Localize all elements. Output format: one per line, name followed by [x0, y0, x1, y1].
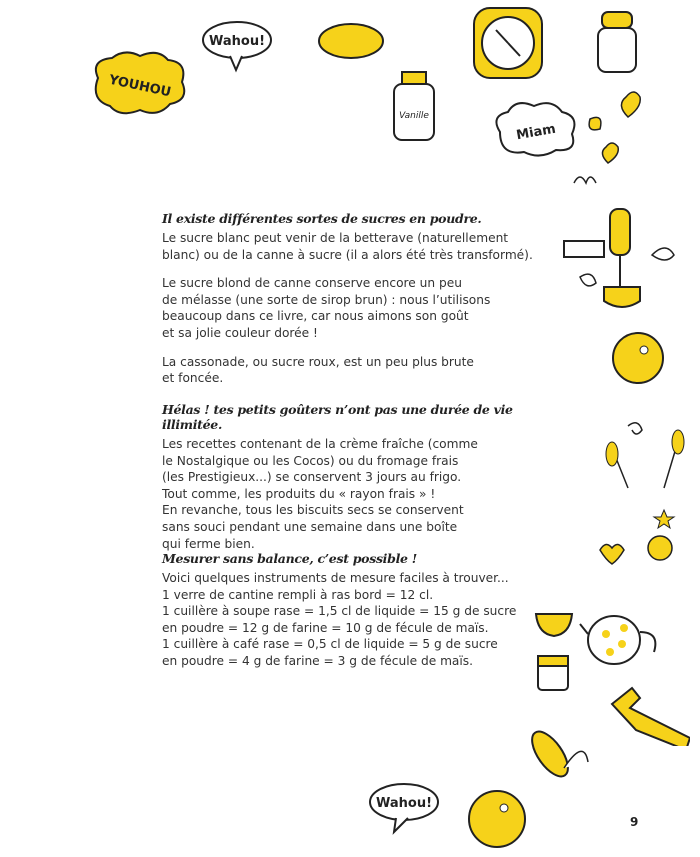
page-number: 9: [630, 815, 639, 829]
svg-text:Wahou!: Wahou!: [375, 796, 433, 811]
heart-star-lemon-icon: [596, 508, 680, 568]
wheat-icon: [598, 418, 688, 494]
cookie-cutter-icon: [608, 684, 690, 746]
salt-shaker-icon: [594, 10, 640, 76]
miam-cloud-icon: [490, 98, 580, 160]
section-measuring: [162, 551, 542, 682]
wahou-speech-bubble-icon: [200, 18, 276, 73]
wahou-bottom-speech-bubble-icon: [366, 780, 442, 836]
svg-text:Miam: Miam: [515, 121, 557, 144]
paragraph: Le sucre blond de canne conserve encore un peu de mélasse (une sorte de sirop brun) : nous l’utilisons beaucoup dans ce livre, car nous aimons son goût et sa jolie couleur dorée !: [162, 276, 491, 340]
youhou-burst-icon: [90, 48, 190, 118]
paragraph: La cassonade, ou sucre roux, est un peu plus brute et foncée.: [162, 354, 474, 386]
section-heading: Mesurer sans balance, c’est possible !: [162, 551, 417, 566]
corn-icon: [520, 724, 590, 788]
paragraph: Le sucre blanc peut venir de la betterave (naturellement blanc) ou de la canne à sucre (il a alors été très transformé).: [162, 231, 533, 262]
section-shelf-life: [162, 402, 562, 564]
section-heading: Il existe différentes sortes de sucres en poudre.: [162, 211, 482, 226]
teapot-cups-icon: [530, 604, 670, 694]
clock-icon: [458, 4, 558, 84]
paragraph: Les recettes contenant de la crème fraîche (comme le Nostalgique ou les Cocos) ou du fromage frais (les Prestigieux...) se conservent 3 jours au frigo. Tout comme, les produits du « rayon frais » ! En revanche, tous les biscuits secs se conservent sans souci pendant une semaine dans une boîte qui ferme bien.: [162, 437, 478, 551]
vanilla-jar-icon: [390, 70, 438, 144]
hand-mixer-icon: [560, 205, 680, 315]
orange-bottom-icon: [466, 788, 528, 850]
lemon-icon: [315, 20, 387, 62]
paragraph: Voici quelques instruments de mesure faciles à trouver... 1 verre de cantine rempli à ras bord = 12 cl. 1 cuillère à soupe rase = 1,5 cl de liquide = 15 g de sucre en poudre = 12 g de farine = 10 g de fécule de maïs. 1 cuillère à café rase = 0,5 cl de liquide = 5 g de sucre en poudre = 4 g de farine = 3 g de fécule de maïs.: [162, 571, 517, 668]
svg-text:Wahou!: Wahou!: [208, 34, 266, 49]
svg-text:Vanille: Vanille: [399, 111, 429, 121]
hearts-drops-icon: [570, 85, 650, 195]
section-heading: Hélas ! tes petits goûters n’ont pas une durée de vie illimitée.: [162, 402, 513, 432]
orange-icon: [610, 330, 666, 386]
svg-text:YOUHOU: YOUHOU: [107, 72, 173, 101]
section-sugar-types: [162, 211, 542, 399]
